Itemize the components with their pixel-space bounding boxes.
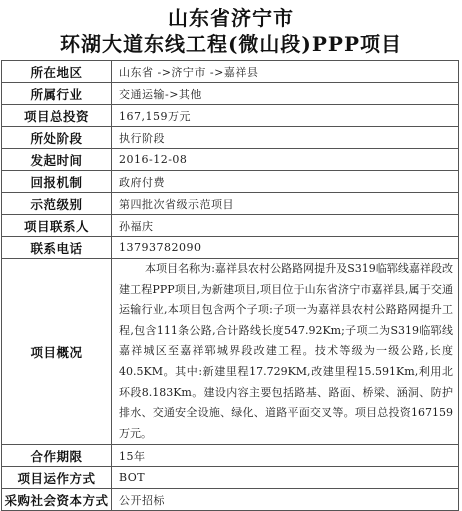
procurement-method-label: 采购社会资本方式 bbox=[2, 489, 112, 511]
procurement-method-value: 公开招标 bbox=[112, 489, 459, 511]
industry-value: 交通运输->其他 bbox=[112, 83, 459, 105]
region-label: 所在地区 bbox=[2, 61, 112, 83]
table-row-contact-person bbox=[2, 215, 459, 237]
contact-person-label: 项目联系人 bbox=[2, 215, 112, 237]
overview-label: 项目概况 bbox=[2, 259, 112, 445]
stage-label: 所处阶段 bbox=[2, 127, 112, 149]
table-row-demo-level bbox=[2, 193, 459, 215]
region-value: 山东省 ->济宁市 ->嘉祥县 bbox=[112, 61, 459, 83]
table-row-region bbox=[2, 61, 459, 83]
table-row-start-date bbox=[2, 149, 459, 171]
operation-mode-value: BOT bbox=[112, 467, 459, 489]
table-row-overview bbox=[2, 259, 459, 445]
return-mechanism-label: 回报机制 bbox=[2, 171, 112, 193]
table-row-procurement-method bbox=[2, 489, 459, 511]
industry-label: 所属行业 bbox=[2, 83, 112, 105]
return-mechanism-value: 政府付费 bbox=[112, 171, 459, 193]
stage-value: 执行阶段 bbox=[112, 127, 459, 149]
total-investment-label: 项目总投资 bbox=[2, 105, 112, 127]
cooperation-period-label: 合作期限 bbox=[2, 445, 112, 467]
start-date-value: 2016-12-08 bbox=[112, 149, 459, 171]
table-row-operation-mode bbox=[2, 467, 459, 489]
table-row-total-investment bbox=[2, 105, 459, 127]
contact-phone-label: 联系电话 bbox=[2, 237, 112, 259]
total-investment-value: 167,159万元 bbox=[112, 105, 459, 127]
page-title-line-1: 山东省济宁市 bbox=[168, 6, 294, 30]
start-date-label: 发起时间 bbox=[2, 149, 112, 171]
page-title-line-2: 环湖大道东线工程(微山段)PPP项目 bbox=[59, 32, 403, 56]
overview-text: 本项目名称为:嘉祥县农村公路路网提升及S319临郓线嘉祥段改建工程PPP项目,为新建项目,项目位于山东省济宁市嘉祥县,属于交通运输行业,本项目包含两个子项:子项一为嘉祥县农村公路路网提升工程,包含111条公路,合计路线长度547.92Km;子项二为S319临郓线嘉祥城区至嘉祥郓城界段改建工程。技术等级为一级公路,长度40.5KM。其中:新建里程17.729KM,改建里程15.591Km,利用北环段8.183Km。建设内容主要包括路基、路面、桥梁、涵洞、防护排水、交通安全设施、绿化、道路平面交叉等。项目总投资167159万元。 bbox=[119, 262, 453, 440]
project-info-table bbox=[1, 60, 459, 511]
contact-phone-value: 13793782090 bbox=[112, 237, 459, 259]
operation-mode-label: 项目运作方式 bbox=[2, 467, 112, 489]
table-row-return-mechanism bbox=[2, 171, 459, 193]
table-row-contact-phone bbox=[2, 237, 459, 259]
demo-level-label: 示范级别 bbox=[2, 193, 112, 215]
cooperation-period-value: 15年 bbox=[112, 445, 459, 467]
overview-value bbox=[112, 259, 459, 445]
table-row-stage bbox=[2, 127, 459, 149]
demo-level-value: 第四批次省级示范项目 bbox=[112, 193, 459, 215]
table-row-industry bbox=[2, 83, 459, 105]
contact-person-value: 孙福庆 bbox=[112, 215, 459, 237]
table-row-cooperation-period bbox=[2, 445, 459, 467]
